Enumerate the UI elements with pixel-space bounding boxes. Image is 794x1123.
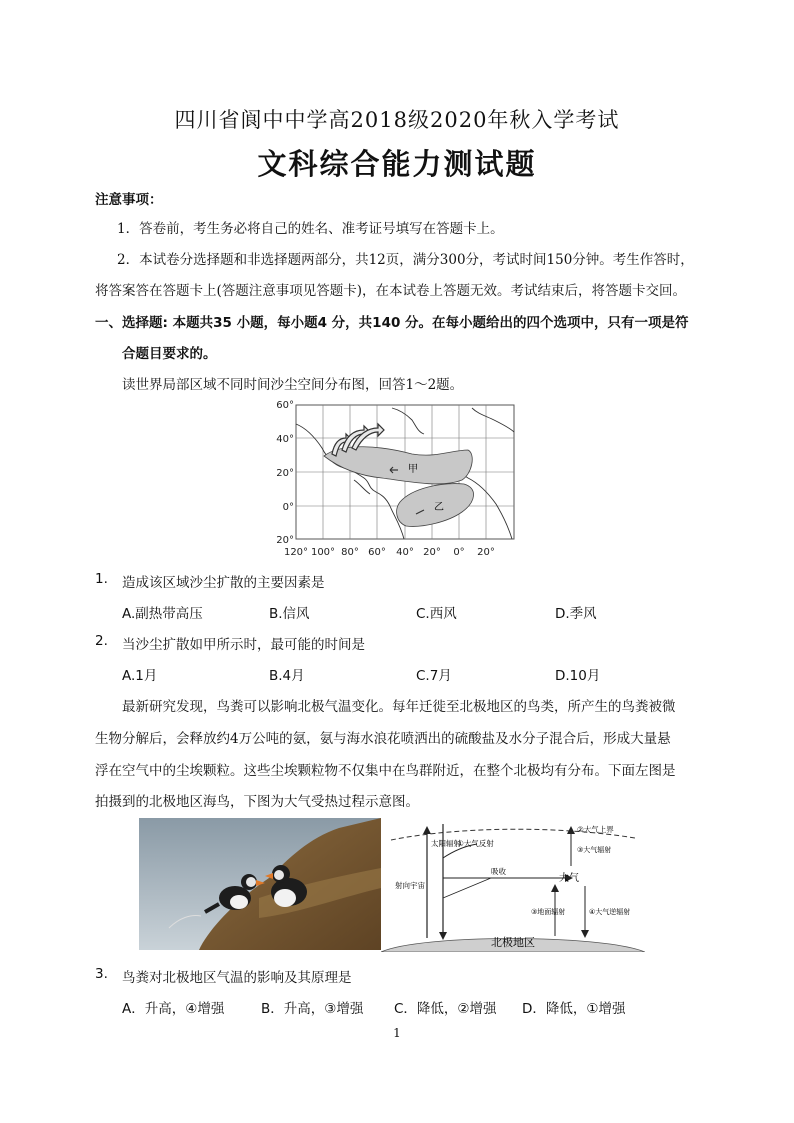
notes-heading: 注意事项：: [95, 192, 163, 208]
section1-heading-line2: 合题目要求的。: [122, 346, 217, 362]
lat-label-20n: 20°: [276, 468, 294, 479]
q3-option-b: B．升高，③增强: [261, 1001, 364, 1017]
lon-label-100w: 100°: [310, 547, 336, 558]
intro-q1-2: 读世界局部区域不同时间沙尘空间分布图，回答1～2题。: [122, 377, 464, 393]
lon-label-20w: 20°: [423, 547, 441, 558]
space-radiation-label: 射向宇宙: [395, 881, 425, 890]
section1-heading-line1: 一、选择题: 本题共35 小题，每小题4 分，共140 分。在每小题给出的四个选项中，只有一项是符: [95, 315, 689, 331]
lat-label-60n: 60°: [276, 400, 294, 411]
lat-label-0: 0°: [282, 502, 294, 513]
lon-label-20e: 20°: [477, 547, 495, 558]
q1-option-b: B.信风: [269, 606, 310, 622]
lat-label-40n: 40°: [276, 434, 294, 445]
lat-label-20s: 20°: [276, 535, 294, 546]
lon-label-60w: 60°: [368, 547, 386, 558]
q2-option-b: B.4月: [269, 668, 305, 684]
q2-option-a: A.1月: [122, 668, 158, 684]
page-number: 1: [393, 1026, 401, 1040]
exam-title: 四川省阆中中学高2018级2020年秋入学考试: [174, 108, 620, 132]
passage-line-1: 最新研究发现，鸟粪可以影响北极气温变化。每年迁徙至北极地区的鸟类，所产生的鸟粪被微: [122, 699, 676, 715]
notes-item-1: 1．答卷前，考生务必将自己的姓名、准考证号填写在答题卡上。: [117, 221, 504, 237]
q3-number: 3.: [95, 966, 108, 982]
atmosphere-label: 大气: [559, 873, 579, 884]
q1-number: 1.: [95, 571, 108, 587]
q2-number: 2.: [95, 633, 108, 649]
q3-option-d: D．降低，①增强: [522, 1001, 626, 1017]
absorb-label: 吸收: [491, 867, 506, 876]
notes-item-2-line2: 将答案答在答题卡上(答题注意事项见答题卡)，在本试卷上答题无效。考试结束后，将答题卡交回。: [95, 283, 687, 299]
q3-option-c: C．降低，②增强: [394, 1001, 497, 1017]
lon-label-80w: 80°: [341, 547, 359, 558]
exam-subtitle: 文科综合能力测试题: [257, 147, 537, 181]
q2-stem: 当沙尘扩散如甲所示时，最可能的时间是: [122, 637, 365, 653]
counter-radiation-label: ④大气逆辐射: [589, 908, 631, 916]
passage-line-2: 生物分解后，会释放约4万公吨的氨，氨与海水浪花喷洒出的硫酸盐及水分子混合后，形成大量悬: [95, 731, 671, 747]
arctic-seabird-photo: [139, 818, 381, 950]
q1-option-d: D.季风: [555, 606, 597, 622]
q2-option-c: C.7月: [416, 668, 452, 684]
ground-radiation-label: ③地面辐射: [531, 908, 566, 916]
q1-stem: 造成该区域沙尘扩散的主要因素是: [122, 575, 325, 591]
q3-option-a: A．升高，④增强: [122, 1001, 225, 1017]
q1-option-c: C.西风: [416, 606, 457, 622]
reflection-label: ①大气反射: [457, 839, 494, 848]
q3-stem: 鸟粪对北极地区气温的影响及其原理是: [122, 970, 352, 986]
lon-label-120w: 120°: [283, 547, 309, 558]
passage-line-3: 浮在空气中的尘埃颗粒。这些尘埃颗粒物不仅集中在鸟群附近，在整个北极均有分布。下面左图是: [95, 763, 676, 779]
ground-label: 北极地区: [491, 936, 535, 949]
notes-item-2-line1: 2．本试卷分选择题和非选择题两部分，共12页，满分300分，考试时间150分钟。考生作答时，: [117, 252, 694, 268]
q1-option-a: A.副热带高压: [122, 606, 203, 622]
passage-line-4: 拍摄到的北极地区海鸟，下图为大气受热过程示意图。: [95, 794, 419, 810]
region-label-jia: 甲: [408, 464, 418, 475]
atm-radiation-label: ③大气辐射: [577, 846, 612, 854]
lon-label-0: 0°: [453, 547, 465, 558]
solar-radiation-label: 太阳辐射: [431, 839, 461, 848]
q2-option-d: D.10月: [555, 668, 601, 684]
region-label-yi: 乙: [434, 502, 444, 513]
dust-distribution-map: [272, 398, 522, 560]
top-boundary-label: ②大气上界: [577, 825, 614, 834]
lon-label-40w: 40°: [396, 547, 414, 558]
atmosphere-heating-diagram: [381, 818, 645, 952]
